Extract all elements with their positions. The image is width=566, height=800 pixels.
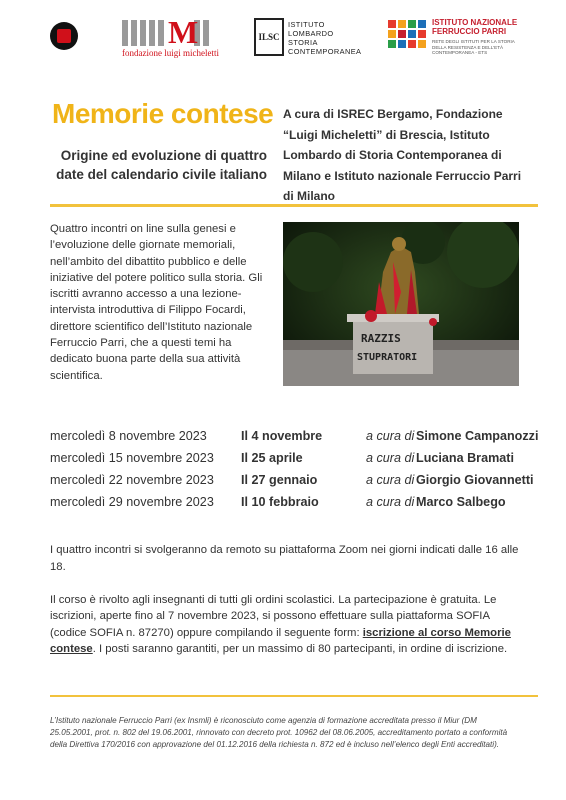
ilsc-text: ISTITUTO LOMBARDO STORIA CONTEMPORANEA: [288, 20, 362, 56]
schedule-date: mercoledì 29 novembre 2023: [50, 495, 214, 509]
schedule-row: [50, 447, 530, 469]
schedule-speaker: Marco Salbego: [416, 495, 506, 509]
micheletti-mark: M: [168, 14, 199, 50]
page-title: Memorie contese: [52, 98, 274, 129]
zoom-paragraph: I quattro incontri si svolgeranno da remoto su piattaforma Zoom nei giorni indicati dalle 16 alle 18.: [50, 544, 519, 573]
schedule-topic: Il 4 novembre: [241, 429, 323, 443]
schedule-date: mercoledì 22 novembre 2023: [50, 473, 214, 487]
schedule-date: mercoledì 15 novembre 2023: [50, 451, 214, 465]
schedule-row: [50, 491, 530, 513]
ilsc-mark: ILSC: [254, 18, 284, 56]
isrec-logo: [50, 22, 78, 50]
statue-photo-graphic: [283, 222, 519, 386]
schedule-by: a cura di: [366, 495, 415, 509]
micheletti-logo: [122, 14, 222, 60]
graffiti-line1: RAZZIS: [361, 332, 401, 345]
intro-paragraph: Quattro incontri on line sulla genesi e l’evoluzione delle giornate memoriali, nell’ambito del dibattito pubblico e delle iniziative del potere politico sulla storia. Gli iscritti avranno accesso a una lezione-intervista introduttiva di Filippo Focardi, direttore scientifico dell’Istituto nazionale Ferruccio Parri, che a questi temi ha dedicato buona parte della sua attività scientifica.: [50, 223, 263, 382]
accreditation-note: L’Istituto nazionale Ferruccio Parri (ex Insmli) è riconosciuto come agenzia di formazione accreditata presso il Miur (DM 25.05.2001, prot. n. 802 del 19.06.2001, rinnovato con decreto prot. 10962 del 08.06.2005, accreditamento portato a conformità della Direttiva 170/2016 con approvazione del 01.12.2016 della richiesta n. 872 ed è incluso nell’elenco degli Enti accreditati).: [50, 716, 508, 750]
parri-squares-icon: [388, 20, 428, 54]
divider-bottom: [50, 695, 538, 697]
schedule-by: a cura di: [366, 429, 415, 443]
schedule-date: mercoledì 8 novembre 2023: [50, 429, 207, 443]
schedule-topic: Il 25 aprile: [241, 451, 303, 465]
schedule-speaker: Giorgio Giovannetti: [416, 473, 534, 487]
parri-line1: ISTITUTO NAZIONALE: [432, 18, 518, 27]
parri-line2: FERRUCCIO PARRI: [432, 27, 507, 36]
page-subtitle: Origine ed evoluzione di quattro date del calendario civile italiano: [56, 148, 267, 182]
parri-logo: [388, 18, 528, 62]
schedule-row: [50, 469, 534, 491]
schedule-topic: Il 27 gennaio: [241, 473, 318, 487]
schedule-by: a cura di: [366, 451, 415, 465]
schedule: [50, 425, 539, 513]
schedule-row: [50, 425, 539, 447]
divider-top: [50, 204, 538, 207]
enrollment-paragraph: [50, 592, 528, 657]
graffiti-line2: STUPRATORI: [357, 352, 418, 363]
enrollment-link[interactable]: iscrizione al corso Memorie contese: [50, 626, 511, 655]
schedule-topic: Il 10 febbraio: [241, 495, 319, 509]
enrollment-text-end: . I posti saranno garantiti, per un massimo di 80 partecipanti, in ordine di iscrizione.: [92, 642, 508, 655]
curators-text: A cura di ISREC Bergamo, Fondazione “Luigi Micheletti” di Brescia, Istituto Lombardo di Storia Contemporanea di Milano e Istituto nazionale Ferruccio Parri di Milano: [283, 107, 522, 203]
micheletti-caption: fondazione luigi micheletti: [122, 48, 219, 58]
schedule-by: a cura di: [366, 473, 415, 487]
schedule-speaker: Luciana Bramati: [416, 451, 514, 465]
ilsc-logo: [254, 18, 364, 58]
schedule-speaker: Simone Campanozzi: [416, 429, 539, 443]
enrollment-text: Il corso è rivolto agli insegnanti di tutti gli ordini scolastici. La partecipazione è gratuita. Le iscrizioni, aperte fino al 7 novembre 2023, si possono effettuare sulla piattaforma SOFIA (codice SOFIA n. 87270) oppure compilando il seguente form:: [50, 594, 497, 639]
parri-line3: RETE DEGLI ISTITUTI PER LA STORIA DELLA RESISTENZA E DELL'ETÀ CONTEMPORANEA - ETS: [432, 39, 515, 55]
statue-photo: [283, 222, 519, 386]
